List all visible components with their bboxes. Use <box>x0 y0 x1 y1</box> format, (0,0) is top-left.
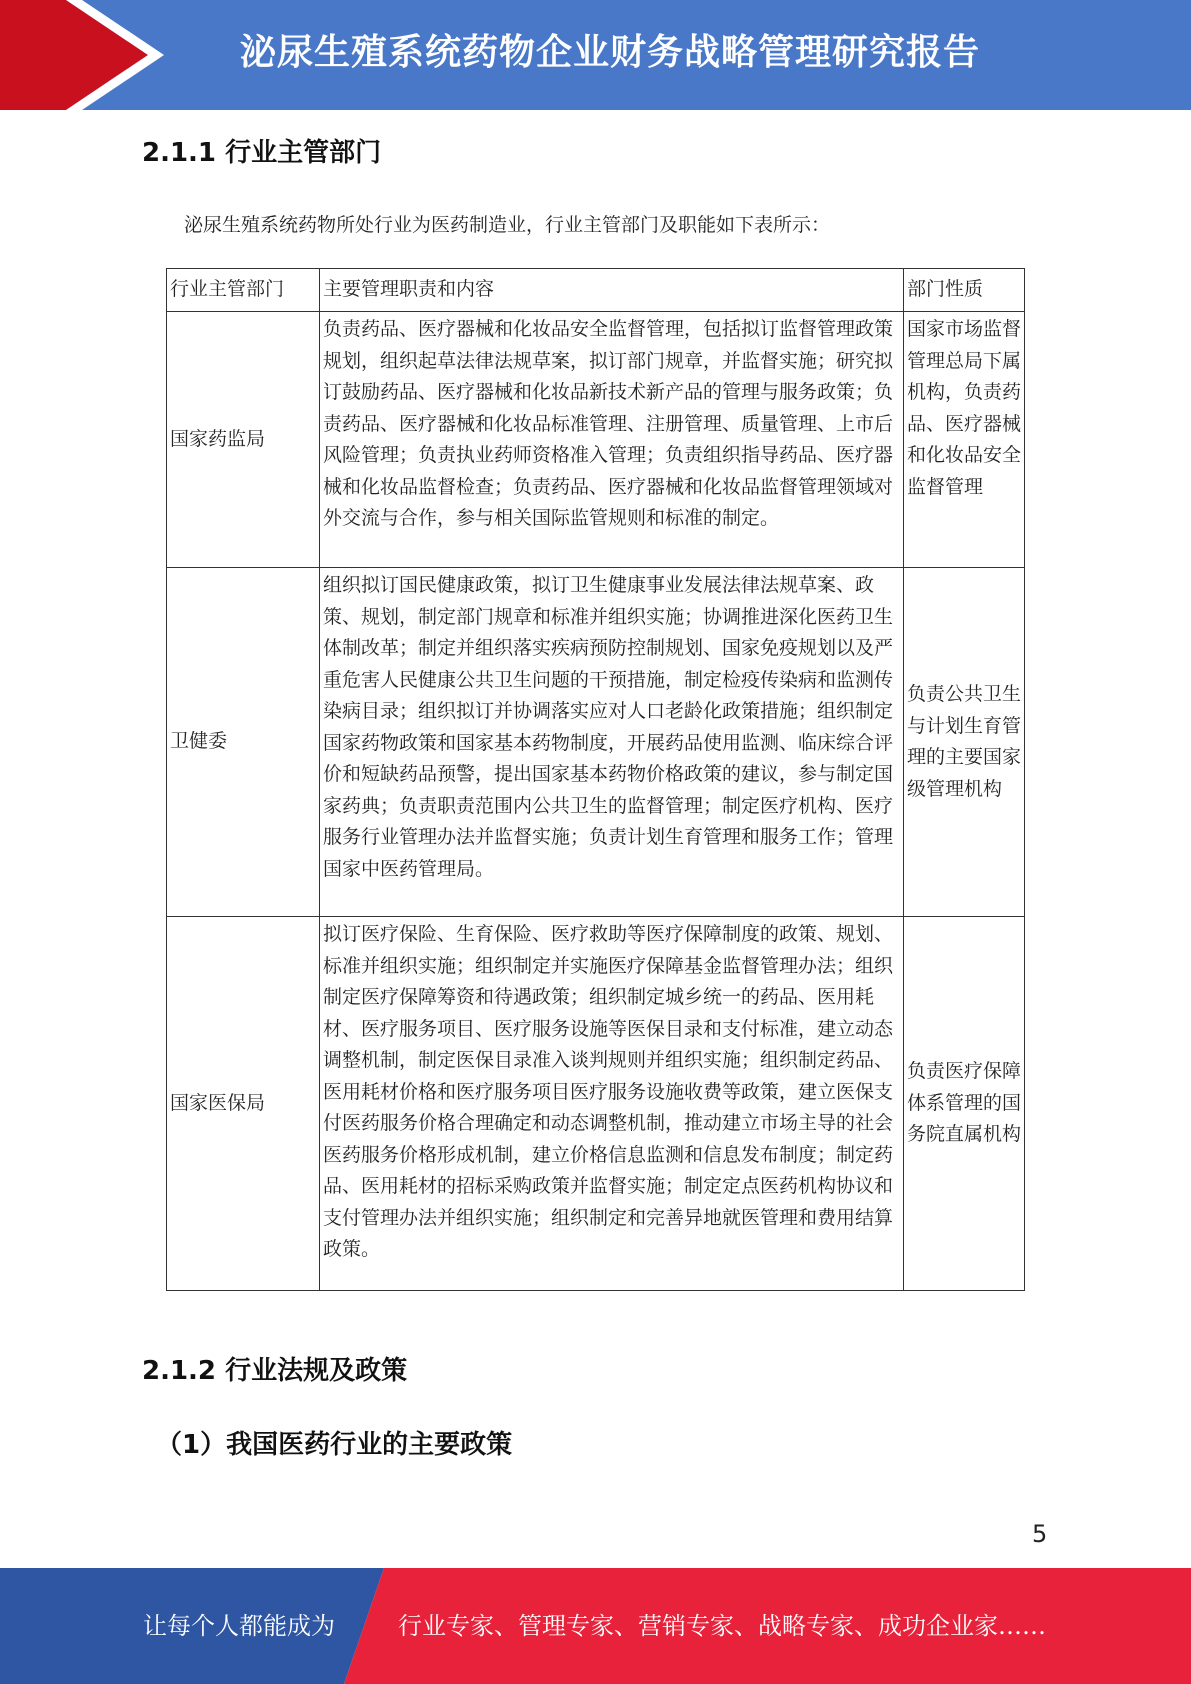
page-footer <box>0 1568 1191 1684</box>
intro-paragraph: 泌尿生殖系统药物所处行业为医药制造业，行业主管部门及职能如下表所示： <box>184 214 831 236</box>
section-heading-2-1-2: 2.1.2 行业法规及政策 <box>142 1356 408 1386</box>
page-header <box>0 0 1191 110</box>
column-header-nature: 部门性质 <box>904 269 1025 312</box>
nature-cell: 负责医疗保障体系管理的国务院直属机构 <box>904 917 1025 1291</box>
section-heading-2-1-1: 2.1.1 行业主管部门 <box>142 138 382 168</box>
table-row <box>167 917 1025 1291</box>
table-row <box>167 568 1025 917</box>
dept-name-cell: 卫健委 <box>167 568 320 917</box>
dept-name-cell: 国家医保局 <box>167 917 320 1291</box>
table-header-row <box>167 269 1025 312</box>
dept-name-cell: 国家药监局 <box>167 312 320 568</box>
column-header-duties: 主要管理职责和内容 <box>320 269 904 312</box>
subsection-heading-1: （1）我国医药行业的主要政策 <box>156 1430 513 1460</box>
table-row <box>167 312 1025 568</box>
footer-slogan-left: 让每个人都能成为 <box>143 1612 335 1640</box>
nature-cell: 国家市场监督管理总局下属机构，负责药品、医疗器械和化妆品安全监督管理 <box>904 312 1025 568</box>
page-number: 5 <box>1032 1520 1048 1548</box>
department-table <box>166 268 1025 1291</box>
report-title: 泌尿生殖系统药物企业财务战略管理研究报告 <box>240 32 981 73</box>
nature-cell: 负责公共卫生与计划生育管理的主要国家级管理机构 <box>904 568 1025 917</box>
column-header-dept: 行业主管部门 <box>167 269 320 312</box>
duties-cell: 组织拟订国民健康政策，拟订卫生健康事业发展法律法规草案、政策、规划，制定部门规章和标准并组织实施；协调推进深化医药卫生体制改革；制定并组织落实疾病预防控制规划、国家免疫规划以及严重危害人民健康公共卫生问题的干预措施，制定检疫传染病和监测传染病目录；组织拟订并协调落实应对人口老龄化政策措施；组织制定国家药物政策和国家基本药物制度，开展药品使用监测、临床综合评价和短缺药品预警，提出国家基本药物价格政策的建议，参与制定国家药典；负责职责范围内公共卫生的监督管理；制定医疗机构、医疗服务行业管理办法并监督实施；负责计划生育管理和服务工作；管理国家中医药管理局。 <box>320 568 904 917</box>
footer-slogan-right: 行业专家、管理专家、营销专家、战略专家、成功企业家…… <box>398 1612 1046 1640</box>
duties-cell: 负责药品、医疗器械和化妆品安全监督管理，包括拟订监督管理政策规划，组织起草法律法规草案，拟订部门规章，并监督实施；研究拟订鼓励药品、医疗器械和化妆品新技术新产品的管理与服务政策；负责药品、医疗器械和化妆品标准管理、注册管理、质量管理、上市后风险管理；负责执业药师资格准入管理；负责组织指导药品、医疗器械和化妆品监督检查；负责药品、医疗器械和化妆品监督管理领域对外交流与合作，参与相关国际监管规则和标准的制定。 <box>320 312 904 568</box>
duties-cell: 拟订医疗保险、生育保险、医疗救助等医疗保障制度的政策、规划、标准并组织实施；组织制定并实施医疗保障基金监督管理办法；组织制定医疗保障筹资和待遇政策；组织制定城乡统一的药品、医用耗材、医疗服务项目、医疗服务设施等医保目录和支付标准，建立动态调整机制，制定医保目录准入谈判规则并组织实施；组织制定药品、医用耗材价格和医疗服务项目医疗服务设施收费等政策，建立医保支付医药服务价格合理确定和动态调整机制，推动建立市场主导的社会医药服务价格形成机制，建立价格信息监测和信息发布制度；制定药品、医用耗材的招标采购政策并监督实施；制定定点医药机构协议和支付管理办法并组织实施；组织制定和完善异地就医管理和费用结算政策。 <box>320 917 904 1291</box>
